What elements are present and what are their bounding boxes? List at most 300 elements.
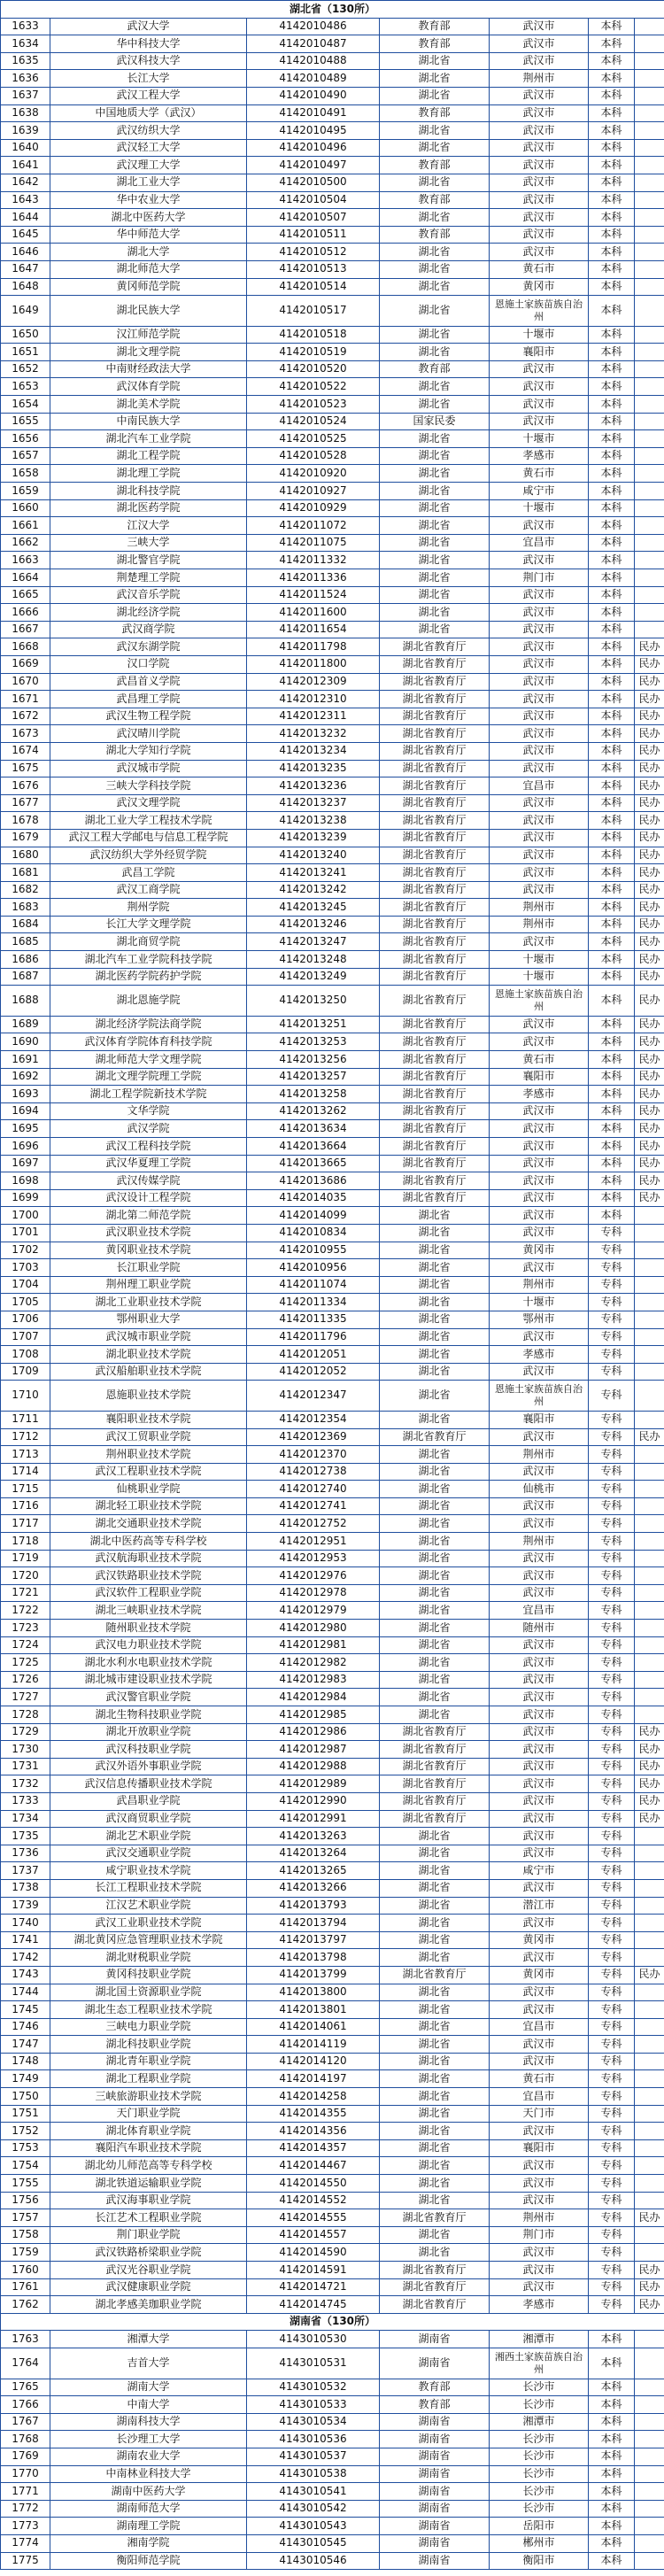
seq-no: 1718 <box>1 1533 50 1551</box>
seq-no: 1715 <box>1 1481 50 1498</box>
seq-no: 1716 <box>1 1497 50 1515</box>
section-header <box>1 2313 664 2331</box>
table-row <box>1 87 664 104</box>
level: 专科 <box>589 1949 635 1967</box>
school-name: 天门职业学院 <box>50 2105 247 2123</box>
school-name: 湖北工程学院 <box>50 447 247 465</box>
authority: 湖北省教育厅 <box>380 951 490 969</box>
table-row <box>1 104 664 122</box>
authority: 湖北省 <box>380 1224 490 1242</box>
school-code: 4142014061 <box>247 2018 380 2036</box>
authority: 湖北省 <box>380 260 490 278</box>
table-row <box>1 2209 664 2227</box>
school-name: 湖北科技学院 <box>50 483 247 500</box>
seq-no: 1659 <box>1 483 50 500</box>
authority: 湖北省 <box>380 1879 490 1897</box>
school-name: 湖北三峡职业技术学院 <box>50 1602 247 1620</box>
school-code: 4142012979 <box>247 1602 380 1620</box>
table-row <box>1 1706 664 1724</box>
authority: 湖北省 <box>380 1328 490 1346</box>
level: 本科 <box>589 1068 635 1086</box>
school-code: 4142012983 <box>247 1671 380 1689</box>
level: 本科 <box>589 413 635 430</box>
seq-no: 1738 <box>1 1879 50 1897</box>
level: 专科 <box>589 1689 635 1706</box>
remark <box>635 52 664 70</box>
authority: 湖北省教育厅 <box>380 1120 490 1138</box>
level: 本科 <box>589 812 635 830</box>
school-name: 长江艺术工程职业学院 <box>50 2209 247 2227</box>
table-row <box>1 1775 664 1793</box>
school-name: 武汉外语外事职业学院 <box>50 1758 247 1775</box>
remark <box>635 1879 664 1897</box>
remark <box>635 1862 664 1880</box>
level: 本科 <box>589 2396 635 2414</box>
level: 本科 <box>589 1207 635 1225</box>
school-name: 湖北水利水电职业技术学院 <box>50 1654 247 1672</box>
remark <box>635 378 664 396</box>
level: 专科 <box>589 1584 635 1602</box>
table-row <box>1 396 664 414</box>
school-code: 4142010525 <box>247 430 380 448</box>
table-row <box>1 552 664 569</box>
remark: 民办 <box>635 708 664 725</box>
remark <box>635 621 664 638</box>
seq-no: 1701 <box>1 1224 50 1242</box>
school-name: 武汉交通职业学院 <box>50 1845 247 1862</box>
school-code: 4142013265 <box>247 1862 380 1880</box>
seq-no: 1687 <box>1 968 50 986</box>
seq-no: 1678 <box>1 812 50 830</box>
remark: 民办 <box>635 673 664 691</box>
authority: 教育部 <box>380 2379 490 2396</box>
authority: 湖北省 <box>380 2139 490 2157</box>
remark <box>635 2139 664 2157</box>
school-code: 4142014552 <box>247 2192 380 2209</box>
location: 孝感市 <box>490 2296 589 2314</box>
school-code: 4143010542 <box>247 2500 380 2518</box>
location: 武汉市 <box>490 812 589 830</box>
remark <box>635 1671 664 1689</box>
table-row <box>1 2483 664 2501</box>
school-name: 湖北生态工程职业技术学院 <box>50 2001 247 2019</box>
school-name: 中南民族大学 <box>50 413 247 430</box>
remark <box>635 174 664 191</box>
table-row <box>1 174 664 191</box>
table-row <box>1 2552 664 2570</box>
authority: 湖北省 <box>380 1584 490 1602</box>
level: 专科 <box>589 2036 635 2054</box>
location: 武汉市 <box>490 1016 589 1033</box>
level: 本科 <box>589 499 635 517</box>
school-name: 湖北医药学院药护学院 <box>50 968 247 986</box>
school-name: 武汉理工大学 <box>50 157 247 174</box>
location: 武汉市 <box>490 2053 589 2070</box>
table-row <box>1 691 664 708</box>
remark <box>635 139 664 157</box>
remark <box>635 1620 664 1637</box>
remark <box>635 2431 664 2448</box>
level: 本科 <box>589 864 635 882</box>
level: 本科 <box>589 777 635 795</box>
school-name: 长江工程职业技术学院 <box>50 1879 247 1897</box>
school-code: 4142013801 <box>247 2001 380 2019</box>
level: 本科 <box>589 157 635 174</box>
remark <box>635 1915 664 1932</box>
seq-no: 1681 <box>1 864 50 882</box>
seq-no: 1766 <box>1 2396 50 2414</box>
table-row <box>1 2105 664 2123</box>
school-code: 4142010517 <box>247 296 380 327</box>
level: 本科 <box>589 2348 635 2379</box>
authority: 湖北省教育厅 <box>380 1016 490 1033</box>
authority: 湖南省 <box>380 2500 490 2518</box>
table-row <box>1 2157 664 2175</box>
school-code: 4142011524 <box>247 586 380 604</box>
table-row <box>1 794 664 812</box>
table-row <box>1 1671 664 1689</box>
school-code: 4142013256 <box>247 1051 380 1069</box>
authority: 湖北省 <box>380 2157 490 2175</box>
school-name: 荆门职业学院 <box>50 2226 247 2244</box>
school-name: 湖北美术学院 <box>50 396 247 414</box>
remark: 民办 <box>635 1966 664 1984</box>
seq-no: 1692 <box>1 1068 50 1086</box>
school-name: 湖北警官学院 <box>50 552 247 569</box>
location: 武汉市 <box>490 1207 589 1225</box>
authority: 湖北省教育厅 <box>380 1775 490 1793</box>
school-name: 湖北青年职业学院 <box>50 2053 247 2070</box>
location: 荆州市 <box>490 1276 589 1294</box>
level: 本科 <box>589 2431 635 2448</box>
authority: 湖北省 <box>380 2001 490 2019</box>
school-code: 4143010533 <box>247 2396 380 2414</box>
seq-no: 1696 <box>1 1138 50 1156</box>
seq-no: 1658 <box>1 465 50 483</box>
location: 武汉市 <box>490 2001 589 2019</box>
level: 专科 <box>589 1497 635 1515</box>
school-name: 武汉工贸职业学院 <box>50 1428 247 1446</box>
seq-no: 1736 <box>1 1845 50 1862</box>
table-row <box>1 1620 664 1637</box>
authority: 湖南省 <box>380 2448 490 2465</box>
school-code: 4142013246 <box>247 916 380 933</box>
table-row <box>1 1845 664 1862</box>
school-code: 4143010541 <box>247 2483 380 2501</box>
level: 本科 <box>589 586 635 604</box>
seq-no: 1704 <box>1 1276 50 1294</box>
seq-no: 1686 <box>1 951 50 969</box>
remark <box>635 2157 664 2175</box>
authority: 湖北省教育厅 <box>380 638 490 656</box>
table-row <box>1 1207 664 1225</box>
school-code: 4143010530 <box>247 2331 380 2348</box>
table-row <box>1 1602 664 1620</box>
school-name: 湖北幼儿师范高等专科学校 <box>50 2157 247 2175</box>
level: 专科 <box>589 2296 635 2314</box>
level: 专科 <box>589 2123 635 2140</box>
authority: 湖北省 <box>380 326 490 344</box>
school-code: 4142010488 <box>247 52 380 70</box>
table-row <box>1 586 664 604</box>
remark <box>635 87 664 104</box>
authority: 湖北省 <box>380 1550 490 1567</box>
authority: 湖北省教育厅 <box>380 1189 490 1207</box>
remark <box>635 1363 664 1381</box>
location: 武汉市 <box>490 2244 589 2262</box>
level: 本科 <box>589 881 635 899</box>
authority: 湖北省 <box>380 1949 490 1967</box>
remark <box>635 499 664 517</box>
level: 本科 <box>589 691 635 708</box>
seq-no: 1645 <box>1 226 50 244</box>
school-code: 4142012987 <box>247 1741 380 1759</box>
school-name: 武昌理工学院 <box>50 691 247 708</box>
authority: 湖南省 <box>380 2348 490 2379</box>
school-code: 4142012991 <box>247 1810 380 1828</box>
school-code: 4142011072 <box>247 517 380 535</box>
authority: 湖北省 <box>380 1481 490 1498</box>
school-name: 湖南科技大学 <box>50 2413 247 2431</box>
table-row <box>1 534 664 552</box>
table-row <box>1 1259 664 1277</box>
school-name: 武昌职业学院 <box>50 1792 247 1810</box>
school-name: 湖北轻工职业技术学院 <box>50 1497 247 1515</box>
seq-no: 1688 <box>1 986 50 1017</box>
seq-no: 1761 <box>1 2278 50 2296</box>
school-code: 4142012986 <box>247 1723 380 1741</box>
authority: 湖北省 <box>380 430 490 448</box>
school-code: 4142010497 <box>247 157 380 174</box>
location: 武汉市 <box>490 1775 589 1793</box>
school-code: 4142013264 <box>247 1845 380 1862</box>
location: 武汉市 <box>490 1567 589 1585</box>
table-row <box>1 864 664 882</box>
seq-no: 1725 <box>1 1654 50 1672</box>
level: 本科 <box>589 2413 635 2431</box>
seq-no: 1662 <box>1 534 50 552</box>
school-code: 4142011654 <box>247 621 380 638</box>
table-row <box>1 1515 664 1533</box>
school-name: 中南大学 <box>50 2396 247 2414</box>
level: 专科 <box>589 1481 635 1498</box>
level: 本科 <box>589 986 635 1017</box>
remark <box>635 2105 664 2123</box>
school-code: 4143010545 <box>247 2534 380 2552</box>
seq-no: 1728 <box>1 1706 50 1724</box>
school-name: 武汉商贸职业学院 <box>50 1810 247 1828</box>
school-name: 江汉大学 <box>50 517 247 535</box>
location: 武汉市 <box>490 638 589 656</box>
school-code: 4142012310 <box>247 691 380 708</box>
table-row <box>1 1897 664 1915</box>
level: 本科 <box>589 829 635 847</box>
location: 武汉市 <box>490 1497 589 1515</box>
school-code: 4142012976 <box>247 1567 380 1585</box>
authority: 湖北省 <box>380 1689 490 1706</box>
seq-no: 1651 <box>1 344 50 361</box>
seq-no: 1672 <box>1 708 50 725</box>
level: 本科 <box>589 209 635 227</box>
school-name: 武昌工学院 <box>50 864 247 882</box>
location: 黄冈市 <box>490 1966 589 1984</box>
location: 恩施土家族苗族自治州 <box>490 986 589 1017</box>
school-name: 武汉工程大学邮电与信息工程学院 <box>50 829 247 847</box>
location: 鄂州市 <box>490 1311 589 1328</box>
remark <box>635 2552 664 2570</box>
remark: 民办 <box>635 968 664 986</box>
table-row <box>1 1051 664 1069</box>
table-row <box>1 2331 664 2348</box>
authority: 湖北省教育厅 <box>380 2209 490 2227</box>
level: 本科 <box>589 2379 635 2396</box>
table-row <box>1 1792 664 1810</box>
remark <box>635 465 664 483</box>
table-row <box>1 933 664 951</box>
location: 武汉市 <box>490 2192 589 2209</box>
seq-no: 1707 <box>1 1328 50 1346</box>
authority: 湖北省 <box>380 517 490 535</box>
level: 专科 <box>589 1741 635 1759</box>
seq-no: 1685 <box>1 933 50 951</box>
school-name: 湖北经济学院法商学院 <box>50 1016 247 1033</box>
location: 武汉市 <box>490 1689 589 1706</box>
seq-no: 1703 <box>1 1259 50 1277</box>
school-code: 4142013664 <box>247 1138 380 1156</box>
authority: 湖北省 <box>380 278 490 296</box>
authority: 湖北省 <box>380 621 490 638</box>
school-name: 湖南农业大学 <box>50 2448 247 2465</box>
table-row <box>1 2348 664 2379</box>
remark <box>635 360 664 378</box>
school-code: 4142013247 <box>247 933 380 951</box>
location: 武汉市 <box>490 2262 589 2279</box>
remark <box>635 1949 664 1967</box>
location: 长沙市 <box>490 2483 589 2501</box>
school-code: 4142010956 <box>247 1259 380 1277</box>
seq-no: 1762 <box>1 2296 50 2314</box>
school-code: 4142013263 <box>247 1828 380 1845</box>
authority: 湖北省 <box>380 2105 490 2123</box>
seq-no: 1705 <box>1 1294 50 1311</box>
school-name: 武汉大学 <box>50 18 247 35</box>
table-row <box>1 1567 664 1585</box>
level: 专科 <box>589 2157 635 2175</box>
level: 专科 <box>589 1224 635 1242</box>
school-name: 武汉工商学院 <box>50 881 247 899</box>
seq-no: 1682 <box>1 881 50 899</box>
remark: 民办 <box>635 864 664 882</box>
remark <box>635 344 664 361</box>
level: 专科 <box>589 1828 635 1845</box>
table-row <box>1 326 664 344</box>
school-code: 4142014120 <box>247 2053 380 2070</box>
remark <box>635 1931 664 1949</box>
remark <box>635 2331 664 2348</box>
location: 武汉市 <box>490 1550 589 1567</box>
location: 武汉市 <box>490 1828 589 1845</box>
table-row <box>1 638 664 656</box>
authority: 湖北省 <box>380 2088 490 2106</box>
school-code: 4142013253 <box>247 1033 380 1051</box>
seq-no: 1649 <box>1 296 50 327</box>
table-row <box>1 1584 664 1602</box>
table-row <box>1 35 664 53</box>
authority: 湖北省教育厅 <box>380 1138 490 1156</box>
school-code: 4142014099 <box>247 1207 380 1225</box>
authority: 湖北省 <box>380 1984 490 2001</box>
school-name: 湖北工业职业技术学院 <box>50 1294 247 1311</box>
school-code: 4142013665 <box>247 1155 380 1172</box>
seq-no: 1770 <box>1 2465 50 2483</box>
remark <box>635 2500 664 2518</box>
authority: 湖北省 <box>380 2036 490 2054</box>
school-code: 4142010514 <box>247 278 380 296</box>
location: 荆州市 <box>490 916 589 933</box>
seq-no: 1771 <box>1 2483 50 2501</box>
school-code: 4142014555 <box>247 2209 380 2227</box>
authority: 湖北省 <box>380 1636 490 1654</box>
authority: 湖北省 <box>380 1207 490 1225</box>
table-row <box>1 344 664 361</box>
location: 武汉市 <box>490 933 589 951</box>
school-name: 武汉工程职业技术学院 <box>50 1463 247 1481</box>
school-name: 武汉设计工程学院 <box>50 1189 247 1207</box>
school-code: 4142013235 <box>247 760 380 777</box>
authority: 湖北省 <box>380 447 490 465</box>
remark: 民办 <box>635 1172 664 1190</box>
authority: 湖北省 <box>380 296 490 327</box>
seq-no: 1737 <box>1 1862 50 1880</box>
remark <box>635 1328 664 1346</box>
school-name: 鄂州职业大学 <box>50 1311 247 1328</box>
school-name: 襄阳汽车职业技术学院 <box>50 2139 247 2157</box>
level: 专科 <box>589 1411 635 1428</box>
table-row <box>1 1446 664 1464</box>
school-code: 4142012354 <box>247 1411 380 1428</box>
table-row <box>1 1949 664 1967</box>
school-code: 4143010531 <box>247 2348 380 2379</box>
school-name: 武汉铁路职业技术学院 <box>50 1567 247 1585</box>
seq-no: 1741 <box>1 1931 50 1949</box>
level: 本科 <box>589 430 635 448</box>
school-name: 黄冈职业技术学院 <box>50 1242 247 1259</box>
authority: 湖北省 <box>380 1515 490 1533</box>
seq-no: 1763 <box>1 2331 50 2348</box>
seq-no: 1753 <box>1 2139 50 2157</box>
location: 宜昌市 <box>490 2018 589 2036</box>
school-name: 武汉电力职业技术学院 <box>50 1636 247 1654</box>
seq-no: 1684 <box>1 916 50 933</box>
seq-no: 1641 <box>1 157 50 174</box>
school-name: 武汉纺织大学 <box>50 122 247 140</box>
authority: 湖北省教育厅 <box>380 1086 490 1103</box>
remark <box>635 2192 664 2209</box>
school-name: 武汉城市职业学院 <box>50 1328 247 1346</box>
seq-no: 1646 <box>1 244 50 261</box>
remark <box>635 157 664 174</box>
location: 襄阳市 <box>490 1068 589 1086</box>
school-name: 武汉晴川学院 <box>50 725 247 743</box>
location: 武汉市 <box>490 1463 589 1481</box>
school-code: 4142012309 <box>247 673 380 691</box>
table-row <box>1 2244 664 2262</box>
school-name: 武汉东湖学院 <box>50 638 247 656</box>
school-code: 4142013258 <box>247 1086 380 1103</box>
authority: 湖南省 <box>380 2534 490 2552</box>
school-code: 4142014197 <box>247 2070 380 2088</box>
table-row <box>1 604 664 622</box>
